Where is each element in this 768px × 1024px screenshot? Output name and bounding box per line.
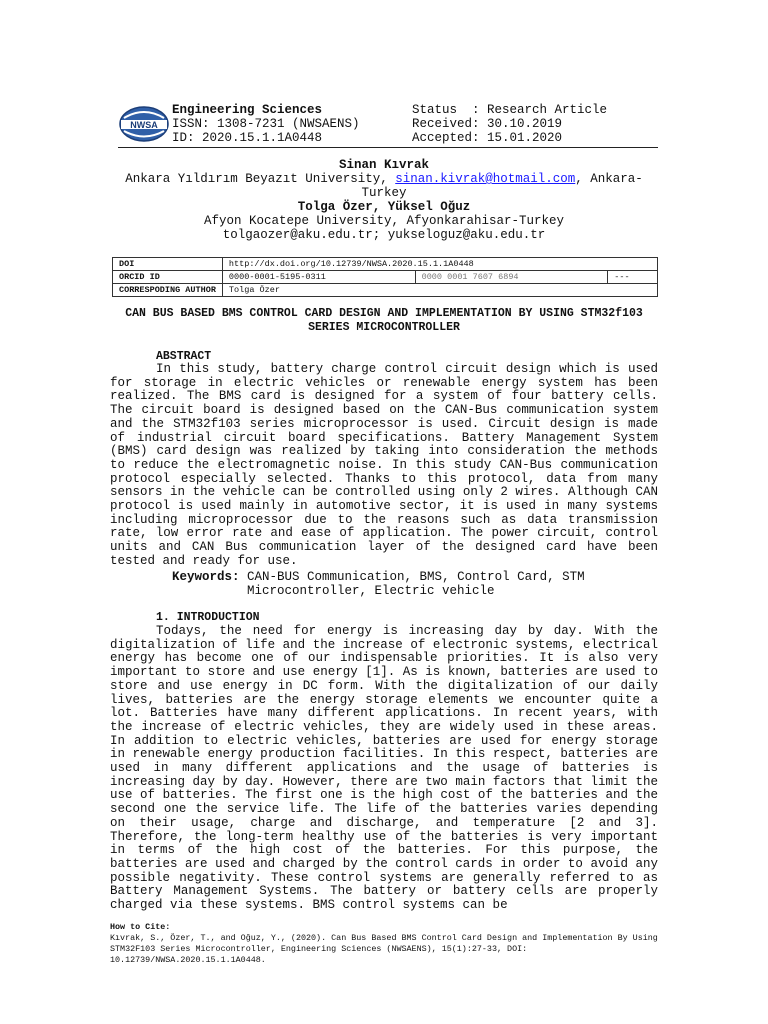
author-2-names: Tolga Özer, Yüksel Oğuz [297,200,471,214]
keywords-label: Keywords: [172,570,240,584]
affiliation-1-suffix: , Ankara-Turkey [361,172,643,200]
introduction-text: Todays, the need for energy is increasing day by day. With the digitalization of life and the increase of electronic systems, electrical energy has become one of our indispensable priorities. It is also very important to store and use energy [1]. As is known, batteries are used to store and use energy in DC form. With the digitalization of our daily lives, batteries are the energy storage elements we encounter quite a lot. Batteries have many different applications. In recent years, with the increase of electric vehicles, they are widely used in these areas. In addition to electric vehicles, batteries are used for energy storage in renewable energy production facilities. In this respect, batteries are used in many different applications and the usage of batteries is increasing day by day. However, there are two main factors that limit the use of batteries. The first one is the high cost of the batteries and the second one the service life. The life of the batteries varies depending on their usage, charge and discharge, and temperature [2 and 3]. Therefore, the long-term healthy use of the batteries is very important in terms of the high cost of the batteries. For this purpose, the batteries are used and charged by the control cards in order to avoid any possible negativity. These control systems are generally referred to as Battery Management Systems. The battery or battery cells are properly charged via these systems. BMS control systems can be [110,624,658,913]
orcid-row [113,271,658,284]
issn: ISSN: 1308-7231 (NWSAENS) [172,117,360,131]
corresponding-row [113,284,658,297]
article-info-table [112,257,658,297]
introduction-text-block [110,625,658,913]
svg-text:NWSA: NWSA [130,120,158,130]
keywords [172,570,585,598]
journal-header-right [412,103,607,145]
header-rule [118,147,658,148]
orcid-label: ORCID ID [113,271,223,284]
how-to-cite [110,922,670,966]
abstract-text: In this study, battery charge control circuit design which is used for storage in electric vehicles or renewable energy system has been realized. The BMS card is designed for a system of four battery cells. The circuit board is designed based on the CAN-Bus communication system and the STM32f103 series microprocessor is used. Circuit design is made of industrial circuit board specifications. Battery Management System (BMS) card design was realized by taking into consideration the methods to reduce the electromagnetic noise. In this study CAN-Bus communication protocol especially selected. Thanks to this protocol, data from many sensors in the vehicle can be controlled using only 2 wires. Although CAN protocol is used mainly in automotive sector, it is used in many systems including microprocessor due to the reasons such as data transmission rate, low error rate and ease of application. The power circuit, control units and CAN Bus communication layer of the designed card have been tested and ready for use. [110,362,658,568]
keywords-line-2: Microcontroller, Electric vehicle [247,584,495,598]
paper-title: CAN BUS BASED BMS CONTROL CARD DESIGN AND IMPLEMENTATION BY USING STM32f103 SERIES MICROCONTROLLER [125,307,643,334]
orcid-3: --- [608,271,658,284]
cite-text: Kıvrak, S., Özer, T., and Oğuz, Y., (2020). Can Bus Based BMS Control Card Design and Implementation By Using STM32F103 Series Microcontroller, Engineering Sciences (NWSAENS), 15(1):27-33, DOI: 10.12739/NWSA.2020.15.1.1A0448. [110,933,658,965]
doi-value[interactable]: http://dx.doi.org/10.12739/NWSA.2020.15.1.1A0448 [222,258,657,271]
author-block [108,158,660,242]
article-id: ID: 2020.15.1.1A0448 [172,131,323,145]
nwsa-logo [118,104,170,144]
author-2-emails: tolgaozer@aku.edu.tr; yukseloguz@aku.edu.tr [222,228,546,242]
doi-label: DOI [113,258,223,271]
author-1-name: Sinan Kıvrak [338,158,429,172]
article-status: Status : Research Article [412,103,608,117]
author-1-email-link[interactable]: sinan.kivrak@hotmail.com [395,172,576,186]
doi-row [113,258,658,271]
received-date: Received: 30.10.2019 [412,117,563,131]
corresponding-label: CORRESPODING AUTHOR [113,284,223,297]
orcid-1: 0000-0001-5195-0311 [222,271,415,284]
corresponding-value: Tolga Özer [222,284,657,297]
abstract-heading: ABSTRACT [156,350,212,363]
affiliation-1-text: Ankara Yıldırım Beyazıt University, [125,172,396,186]
keywords-line-1: CAN-BUS Communication, BMS, Control Card, STM [247,570,585,584]
orcid-2: 0000 0001 7607 6894 [415,271,608,284]
cite-label: How to Cite: [110,922,171,932]
journal-header-left [172,103,360,145]
accepted-date: Accepted: 15.01.2020 [412,131,563,145]
author-1-affiliation [108,172,660,200]
author-2-affiliation: Afyon Kocatepe University, Afyonkarahisar-Turkey [203,214,565,228]
abstract-text-block [110,363,658,569]
journal-name: Engineering Sciences [172,103,323,117]
introduction-heading: 1. INTRODUCTION [156,611,260,624]
